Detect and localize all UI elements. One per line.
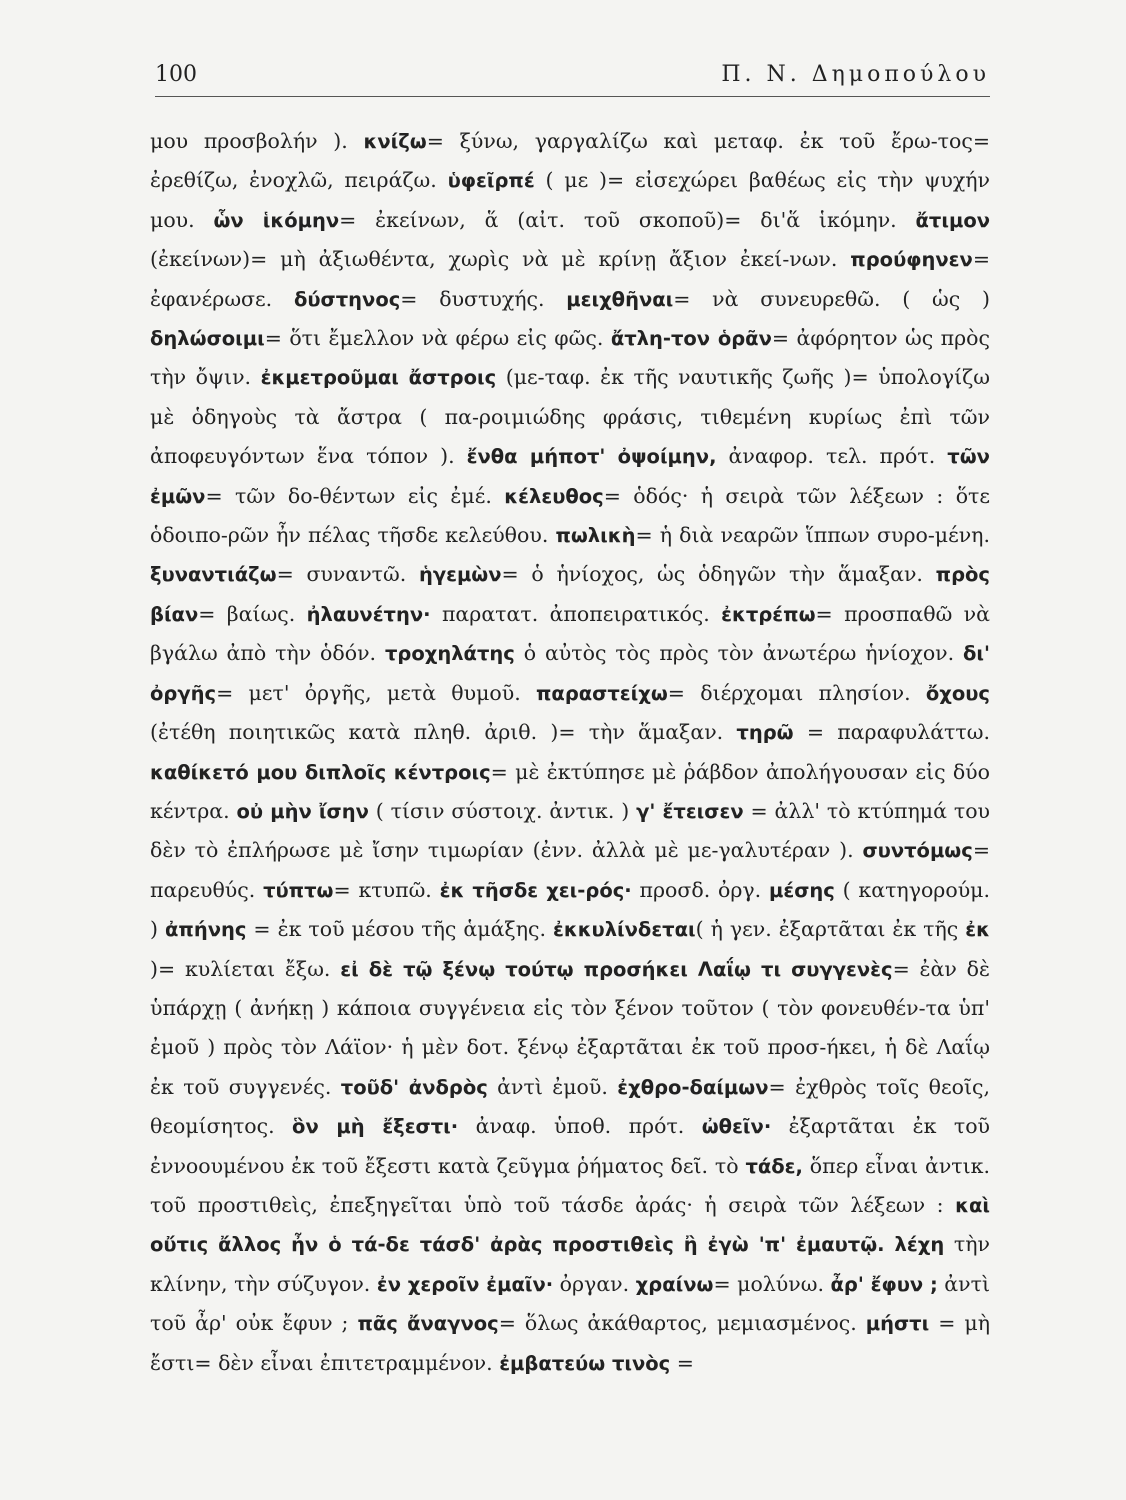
lemma-term: οὐ μὴν ἴσην (236, 799, 369, 823)
lemma-term: τοῦδ' ἀνδρὸς (340, 1075, 488, 1099)
gloss-text: ( με )= εἰσεχώρει βαθέως εἰς τὴν ψυχήν μου. (150, 168, 990, 232)
lemma-term: ἐμβατεύω τινὸς (499, 1351, 671, 1375)
gloss-text: = ὅλως ἀκάθαρτος, μεμιασμένος. (498, 1311, 866, 1336)
lemma-term: ἀπήνης (165, 918, 247, 942)
gloss-text: παρατατ. ἀποπειρατικός. (430, 601, 722, 626)
lemma-term: δύστηνος (293, 287, 401, 311)
lemma-term: τῶν ἐμῶν (150, 445, 990, 508)
lemma-term: ἐν χεροῖν ἐμαῖν· (376, 1272, 554, 1296)
gloss-text: = μὴ ἔστι= δὲν εἶναι ἐπιτετραμμένον. (150, 1311, 990, 1375)
page-header (155, 62, 990, 97)
commentary-text (150, 122, 990, 1383)
gloss-text: ἀναφ. ὑποθ. πρότ. (458, 1114, 702, 1139)
lemma-term: τροχηλάτης (384, 642, 515, 666)
lemma-term: δι' ὀργῆς (150, 642, 990, 705)
gloss-text: = ὁ ἡνίοχος, ὡς ὁδηγῶν τὴν ἅμαξαν. (501, 562, 936, 587)
gloss-text: = ἀλλ' τὸ κτύπημά του δὲν τὸ ἐπλήρωσε μὲ ἴσην τιμωρίαν (ἐνν. ἀλλὰ μὲ με-γαλυτέραν ). (150, 798, 991, 863)
lemma-term: ὠθεῖν· (701, 1115, 772, 1139)
lemma-term: ἄτιμον (915, 208, 990, 232)
lemma-term: ἐκκυλίνδεται (552, 918, 696, 942)
gloss-text: = δυστυχής. (400, 286, 567, 311)
lemma-term: προύφηνεν (850, 248, 973, 272)
lemma-term: ἠλαυνέτην· (306, 602, 431, 626)
gloss-text: = παρευθύς. (150, 838, 990, 902)
gloss-text: ὀργαν. (553, 1271, 636, 1296)
gloss-text: = συναντῶ. (276, 562, 419, 587)
lemma-term: ἐκτρέπω (721, 602, 816, 626)
gloss-text: ἀντὶ τοῦ ἆρ' οὐκ ἔφυν ; (150, 1271, 990, 1336)
lemma-term: ὑφεῖρπέ (447, 169, 535, 193)
lemma-term: ὧν ἱκόμην (213, 208, 340, 232)
lemma-term: παραστείχω (536, 681, 668, 705)
lemma-term: τάδε, (745, 1154, 803, 1178)
lemma-term: κέλευθος (504, 484, 604, 508)
gloss-text: προσδ. ὀργ. (631, 877, 769, 902)
lemma-term: καθίκετό μου διπλοῖς κέντροις (150, 760, 491, 784)
lemma-term: ἐκ (965, 918, 990, 942)
gloss-text: = μὲ ἐκτύπησε μὲ ῥάβδον ἀπολήγουσαν εἰς δύο κέντρα. (150, 759, 990, 823)
gloss-text: τὴν κλίνην, τὴν σύζυγον. (150, 1232, 990, 1296)
gloss-text: = νὰ συνευρεθῶ. ( ὡς ) (673, 286, 990, 311)
gloss-text: = ξύνω, γαργαλίζω καὶ μεταφ. ἐκ τοῦ ἔρω-τος= ἐρεθίζω, ἐνοχλῶ, πειράζω. (150, 129, 990, 193)
lemma-term: τηρῶ (736, 721, 794, 745)
lemma-term: ἆρ' ἔφυν ; (830, 1272, 938, 1296)
gloss-text: (ἐκείνων)= μὴ ἀξιωθέντα, χωρὶς νὰ μὲ κρίνῃ ἄξιον ἐκεί-νων. (150, 247, 851, 272)
gloss-text: = ἐκείνων, ἅ (αἰτ. τοῦ σκοποῦ)= δι'ἅ ἱκόμην. (339, 207, 916, 232)
lemma-term: χραίνω (635, 1272, 714, 1296)
lemma-term: καὶ οὔτις ἄλλος ἦν ὁ τά-δε τάσδ' ἀρὰς προστιθεὶς ἢ ἐγὼ 'π' ἐμαυτῷ. λέχη (150, 1193, 990, 1257)
lemma-term: πρὸς βίαν (150, 563, 990, 626)
lemma-term: μήστι (865, 1312, 930, 1336)
lemma-term: ὃν μὴ ἔξεστι· (292, 1115, 459, 1139)
gloss-text: ἀναφορ. τελ. πρότ. (716, 444, 948, 469)
paragraph (150, 444, 990, 1374)
gloss-text: ὅπερ εἶναι ἀντικ. τοῦ προστιθεὶς, ἐπεξηγεῖται ὑπὸ τοῦ τάσδε ἀράς· ἡ σειρὰ τῶν λέξεων : (150, 1153, 990, 1217)
lemma-term: μειχθῆναι (566, 287, 674, 311)
gloss-text: ( κατηγορούμ. ) (150, 877, 990, 942)
lemma-term: ἡγεμὼν (418, 563, 502, 587)
lemma-term: ὄχους (925, 681, 990, 705)
gloss-text: = ὁδός· ἡ σειρὰ τῶν λέξεων : ὅτε ὁδοιπο-ρῶν ἦν πέλας τῆσδε κελεύθου. (150, 483, 990, 548)
lemma-term: τύπτω (263, 878, 334, 902)
gloss-text: = τῶν δο-θέντων εἰς ἐμέ. (205, 483, 505, 508)
gloss-text: μου προσβολήν ). (150, 129, 364, 153)
lemma-term: πωλικὴ (555, 524, 636, 548)
gloss-text: = βαίως. (198, 601, 307, 626)
gloss-text: = ἐφανέρωσε. (150, 247, 990, 311)
gloss-text: (με-ταφ. ἐκ τῆς ναυτικῆς ζωῆς )= ὑπολογίζω μὲ ὁδηγοὺς τὰ ἄστρα ( πα-ροιμιώδης φράσις, τιθεμένη κυρίως ἐπὶ τῶν ἀποφευγόντων ἕνα τόπον ). (150, 365, 990, 469)
running-head-author: Π. Ν. Δημοπούλου (721, 62, 990, 87)
lemma-term: κνίζω (363, 130, 427, 153)
lemma-term: μέσης (768, 878, 835, 902)
paragraph (150, 129, 990, 468)
gloss-text: = μετ' ὀργῆς, μετὰ θυμοῦ. (216, 680, 536, 705)
gloss-text: = (670, 1350, 694, 1375)
lemma-term: ἄτλη-τον ὁρᾶν (610, 327, 772, 351)
lemma-term: δηλώσοιμι (150, 327, 265, 351)
gloss-text: = ἐχθρὸς τοῖς θεοῖς, θεομίσητος. (150, 1074, 991, 1139)
gloss-text: = προσπαθῶ νὰ βγάλω ἀπὸ τὴν ὁδόν. (150, 601, 990, 666)
lemma-term: ἔνθα μήποτ' ὀψοίμην, (466, 445, 717, 469)
gloss-text: )= κυλίεται ἔξω. (150, 956, 341, 981)
gloss-text: = παραφυλάττω. (793, 720, 990, 745)
gloss-text: ( τίσιν σύστοιχ. ἀντικ. ) (368, 798, 637, 823)
lemma-term: γ' ἔτεισεν (636, 799, 744, 823)
gloss-text: = διέρχομαι πλησίον. (667, 680, 926, 705)
gloss-text: = ἐὰν δὲ ὑπάρχῃ ( ἀνήκῃ ) κάποια συγγένεια εἰς τὸν ξένον τοῦτον ( τὸν φονευθέν-τα ὑπ' ἐμοῦ ) πρὸς τὸν Λάϊον· ἡ μὲν δοτ. ξένῳ ἐξαρτᾶται ἐκ τοῦ προσ-ήκει, ἡ δὲ Λαΐῳ ἐκ τοῦ συγγενές. (150, 956, 990, 1099)
lemma-term: συντόμως (862, 839, 973, 863)
lemma-term: ξυναντιάζω (150, 563, 277, 587)
lemma-term: πᾶς ἄναγνος (357, 1312, 499, 1336)
lemma-term: ἐκ τῆσδε χει-ρός· (439, 878, 632, 902)
gloss-text: = ὅτι ἔμελλον νὰ φέρω εἰς φῶς. (264, 326, 611, 351)
gloss-text: = μολύνω. (713, 1271, 831, 1296)
lemma-term: εἰ δὲ τῷ ξένῳ τούτῳ προσήκει Λαΐῳ τι συγγενὲς (340, 957, 893, 981)
gloss-text: ἀντὶ ἐμοῦ. (487, 1074, 618, 1099)
lemma-term: ἐκμετροῦμαι ἄστροις (260, 366, 497, 390)
gloss-text: ἐξαρτᾶται ἐκ τοῦ ἐννοουμένου ἐκ τοῦ ἔξεστι κατὰ ζεῦγμα ῥήματος δεῖ. τὸ (150, 1114, 991, 1178)
lemma-term: ἐχθρο-δαίμων (617, 1075, 769, 1099)
gloss-text: = ἀφόρητον ὡς πρὸς τὴν ὄψιν. (150, 326, 990, 390)
page-number: 100 (155, 62, 197, 87)
gloss-text: = ἡ διὰ νεαρῶν ἵππων συρο-μένη. (635, 523, 990, 548)
gloss-text: (ἐτέθη ποιητικῶς κατὰ πληθ. ἀριθ. )= τὴν ἅμαξαν. (150, 720, 737, 745)
gloss-text: ( ἡ γεν. ἐξαρτᾶται ἐκ τῆς (695, 917, 966, 942)
gloss-text: = κτυπῶ. (333, 877, 440, 902)
gloss-text: = ἐκ τοῦ μέσου τῆς ἁμάξης. (246, 917, 553, 942)
gloss-text: ὁ αὐτὸς τὸς πρὸς τὸν ἀνωτέρω ἡνίοχον. (514, 641, 964, 666)
